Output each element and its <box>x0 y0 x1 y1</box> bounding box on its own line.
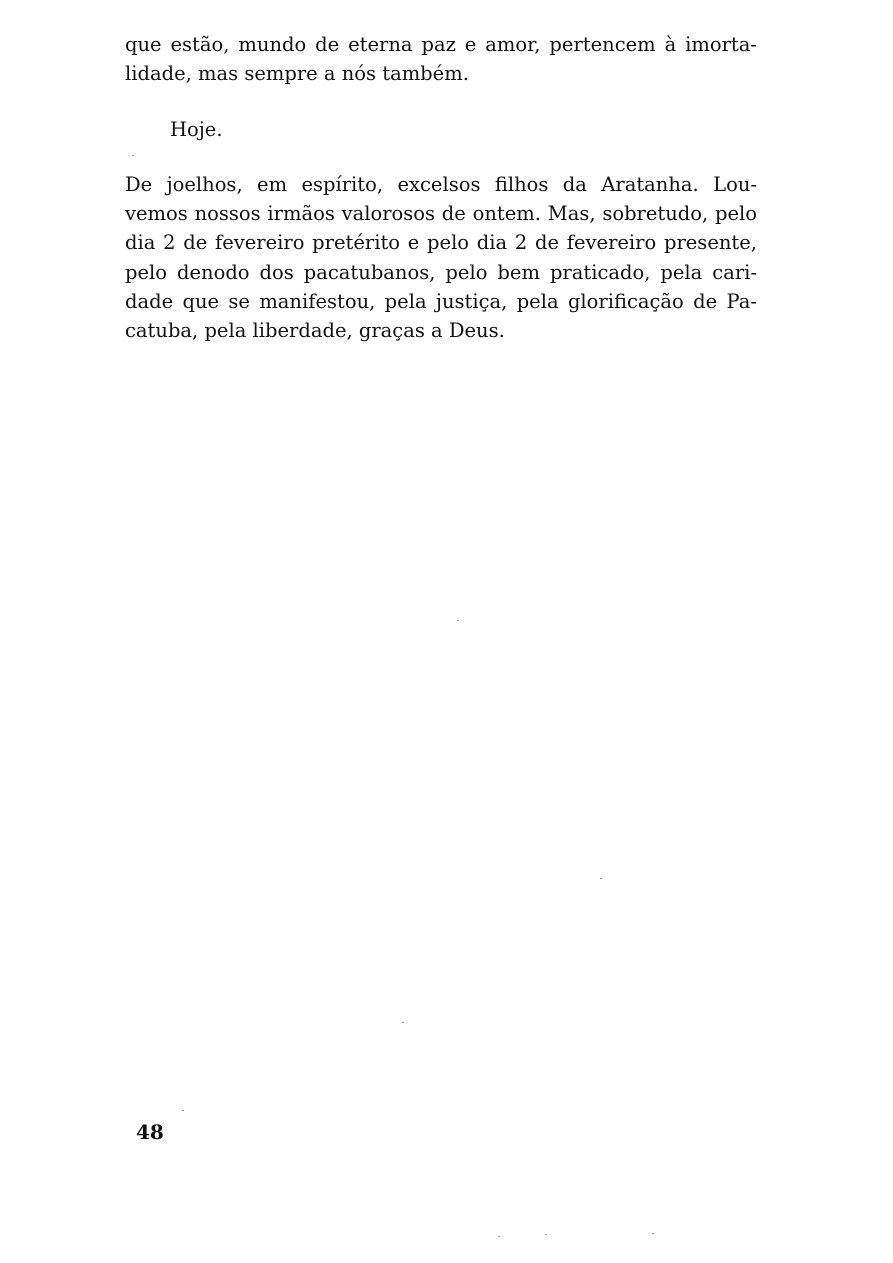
scan-speck <box>545 1234 547 1235</box>
paragraph-today <box>170 115 370 144</box>
paragraph-main <box>125 170 757 345</box>
scan-speck <box>132 155 134 156</box>
scan-speck <box>182 1110 184 1111</box>
text-line: Hoje. <box>170 118 223 141</box>
text-line: que estão, mundo de eterna paz e amor, pertencem à imorta- <box>125 33 757 56</box>
scan-speck <box>498 1236 500 1237</box>
scan-speck <box>600 878 602 879</box>
text-line: vemos nossos irmãos valorosos de ontem. Mas, sobretudo, pelo <box>125 202 757 226</box>
paragraph-continuation <box>125 30 757 88</box>
text-line: lidade, mas sempre a nós também. <box>125 62 469 86</box>
text-line: dia 2 de fevereiro pretérito e pelo dia 2 de fevereiro presente, <box>125 231 757 255</box>
page-number: 48 <box>136 1120 164 1144</box>
scan-speck <box>652 1233 654 1234</box>
scan-speck <box>457 620 459 621</box>
text-line: De joelhos, em espírito, excelsos filhos da Aratanha. Lou- <box>125 173 757 196</box>
text-line: pelo denodo dos pacatubanos, pelo bem praticado, pela cari- <box>125 260 757 284</box>
scan-speck <box>402 1022 404 1023</box>
text-line: catuba, pela liberdade, graças a Deus. <box>125 319 505 343</box>
text-line: dade que se manifestou, pela justiça, pela glorificação de Pa- <box>125 289 757 313</box>
